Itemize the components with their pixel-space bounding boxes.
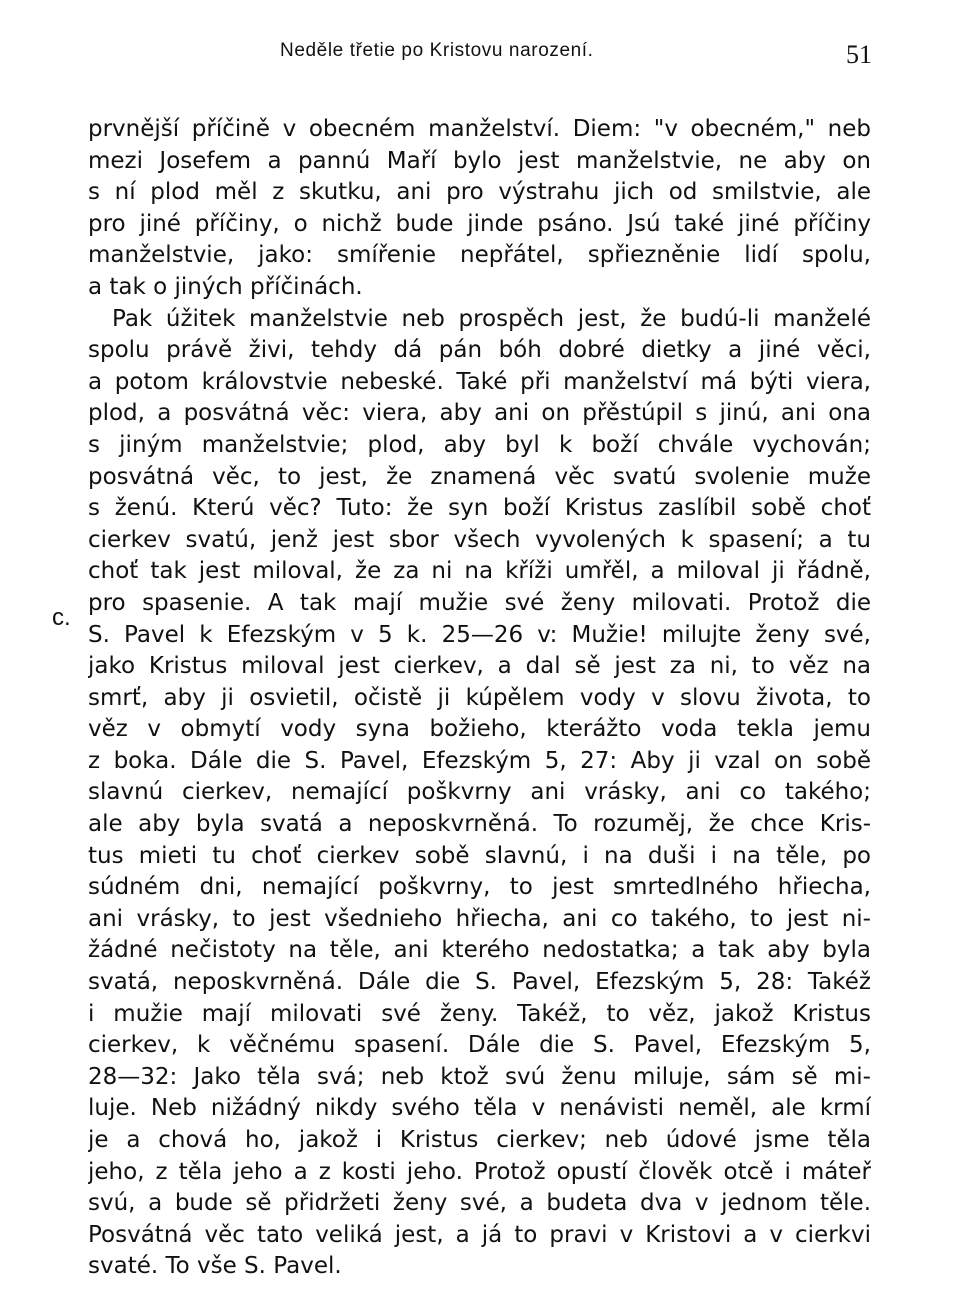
text-line: ani vrásky, to jest všednieho hřiecha, ani co takého, to jest ni- — [88, 905, 871, 932]
text-line: slavnú cierkev, nemající poškvrny ani vrásky, ani co takého; — [88, 779, 871, 806]
text-line: jako Kristus miloval jest cierkev, a dal sě jest za ni, to věz na — [88, 653, 871, 680]
text-line: jeho, z těla jeho a z kosti jeho. Protož opustí člověk otcě i máteř — [88, 1158, 871, 1185]
text-line: je a chová ho, jakož i Kristus cierkev; neb údové jsme těla — [88, 1127, 871, 1153]
text-line: a tak o jiných příčinách. — [88, 273, 363, 300]
running-title: Neděle třetie po Kristovu narození. — [280, 40, 594, 61]
text-line: pro jiné příčiny, o nichž bude jinde psáno. Jsú také jiné příčiny — [88, 210, 871, 237]
text-line: Posvátná věc tato veliká jest, a já to pravi v Kristovi a v cierkvi — [88, 1221, 871, 1248]
text-line: súdném dni, nemající poškvrny, to jest smrtedlného hřiecha, — [88, 874, 871, 901]
text-line: a potom královstvie nebeské. Také při manželství má býti viera, — [88, 368, 871, 395]
text-line: cierkev svatú, jenž jest sbor všech vyvolených k spasení; a tu — [88, 526, 871, 553]
margin-note: c. — [52, 604, 71, 631]
body-text — [88, 114, 871, 1283]
text-line: smrť, aby ji osvietil, očistě ji kúpělem vody v slovu života, to — [88, 684, 871, 711]
text-line: manželstvie, jako: smířenie nepřátel, spřiezněnie lidí spolu, — [88, 242, 871, 269]
text-line: Pak úžitek manželstvie neb prospěch jest, že budú-li manželé — [112, 305, 871, 332]
text-line: spolu právě živi, tehdy dá pán bóh dobré dietky a jiné věci, — [88, 337, 871, 364]
text-line: S. Pavel k Efezským v 5 k. 25—26 v: Mužie! milujte ženy své, — [88, 621, 871, 648]
text-line: i mužie mají milovati své ženy. Takéž, to věz, jakož Kristus — [88, 1000, 871, 1027]
text-line: ale aby byla svatá a neposkvrněná. To rozuměj, že chce Kris- — [88, 811, 871, 838]
page-number: 51 — [846, 40, 872, 69]
text-line: posvátná věc, to jest, že znamená věc svatú svolenie muže — [88, 463, 871, 490]
text-line: s ní plod měl z skutku, ani pro výstrahu jich od smilstvie, ale — [88, 179, 871, 206]
text-line: s ženú. Kterú věc? Tuto: že syn boží Kristus zaslíbil sobě choť — [88, 495, 871, 522]
text-line: 28—32: Jako těla svá; neb ktož svú ženu miluje, sám sě mi- — [88, 1063, 871, 1090]
text-line: mezi Josefem a pannú Maří bylo jest manželstvie, ne aby on — [88, 147, 871, 174]
text-line: pro spasenie. A tak mají mužie své ženy milovati. Protož die — [88, 589, 871, 616]
text-line: tus mieti tu choť cierkev sobě slavnú, i na duši i na těle, po — [88, 842, 871, 869]
text-line: luje. Neb nižádný nikdy svého těla v nenávisti neměl, ale krmí — [88, 1095, 871, 1122]
text-line: plod, a posvátná věc: viera, aby ani on přěstúpil s jinú, ani ona — [88, 400, 871, 427]
text-line: z boka. Dále die S. Pavel, Efezským 5, 27: Aby ji vzal on sobě — [88, 747, 871, 774]
text-line: svaté. To vše S. Pavel. — [88, 1253, 342, 1280]
text-line: svú, a bude sě přidržeti ženy své, a budeta dva v jednom těle. — [88, 1190, 871, 1217]
text-line: svatá, neposkvrněná. Dále die S. Pavel, Efezským 5, 28: Takéž — [88, 969, 871, 996]
text-line: prvnější příčině v obecném manželství. Diem: "v obecném," neb — [88, 116, 871, 142]
text-line: žádné nečistoty na těle, ani kterého nedostatka; a tak aby byla — [88, 937, 871, 964]
text-line: s jiným manželstvie; plod, aby byl k boží chvále vychován; — [88, 431, 871, 458]
text-line: cierkev, k věčnému spasení. Dále die S. Pavel, Efezským 5, — [88, 1032, 871, 1059]
text-line: choť tak jest miloval, že za ni na kříži umřěl, a miloval ji řádně, — [88, 558, 871, 585]
text-line: věz v obmytí vody syna božieho, kterážto voda tekla jemu — [88, 716, 871, 743]
